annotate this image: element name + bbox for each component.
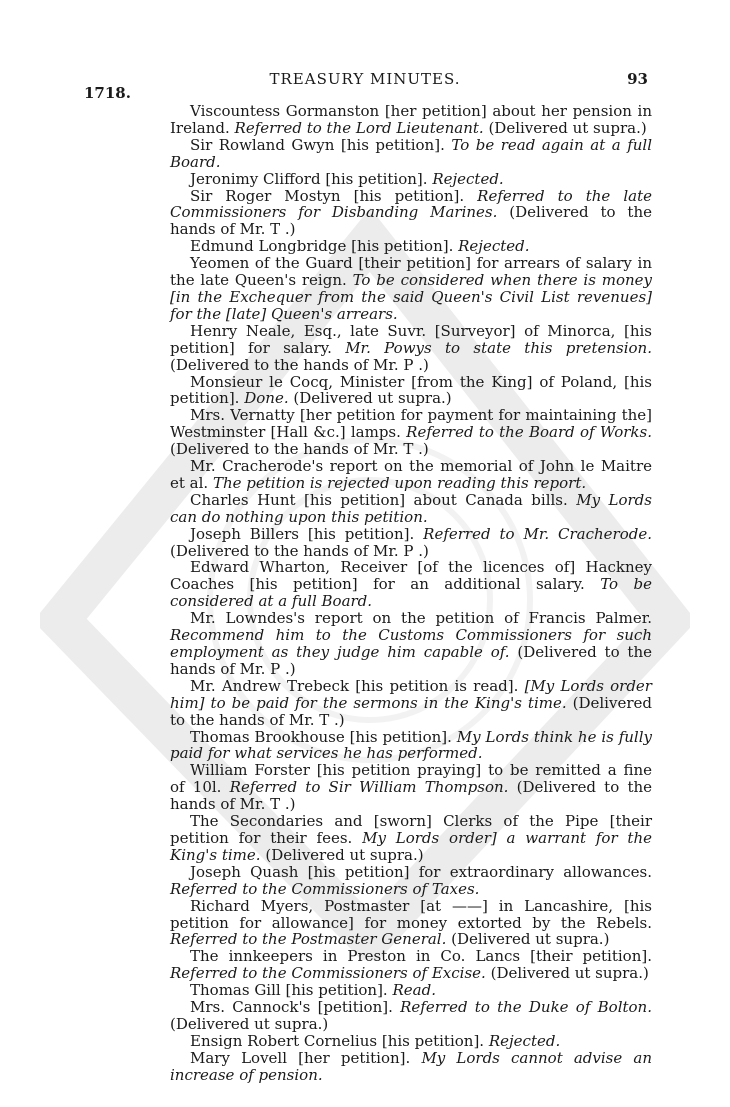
minute-entry: Mrs. Cannock's [petition]. Referred to the Duke of Bolton. (Delivered ut supra.) <box>170 998 652 1033</box>
minute-entry: Edmund Longbridge [his petition]. Rejected. <box>190 237 530 256</box>
minute-entry: Mr. Lowndes's report on the petition of Francis Palmer. Recommend him to the Customs Commissioners for such employment as they judge him capable of. (Delivered to the hands of Mr. P .) <box>170 609 652 678</box>
minute-entry: Viscountess Gormanston [her petition] about her pension in Ireland. Referred to the Lord Lieutenant. (Delivered ut supra.) <box>170 102 652 137</box>
minute-entry: Joseph Quash [his petition] for extraordinary allowances. Referred to the Commissioners of Taxes. <box>170 862 652 898</box>
minute-entry: Jeronimy Clifford [his petition]. Rejected. <box>190 169 504 188</box>
page-number: 93 <box>627 70 648 88</box>
minute-entry: The Secondaries and [sworn] Clerks of the Pipe [their petition for their fees. My Lords order] a warrant for the King's time. (Delivered ut supra.) <box>170 812 652 864</box>
minute-entry: Mr. Cracherode's report on the memorial of John le Maitre et al. The petition is rejected upon reading this report. <box>170 457 652 492</box>
minute-entry: William Forster [his petition praying] to be remitted a fine of 10l. Referred to Sir William Thompson. (Delivered to the hands of Mr. T .) <box>170 761 653 814</box>
minute-entry: Joseph Billers [his petition]. Referred to Mr. Cracherode. (Delivered to the hands of Mr. P .) <box>170 524 652 560</box>
minute-entry: Charles Hunt [his petition] about Canada bills. My Lords can do nothing upon this petition. <box>170 490 652 526</box>
minute-entry: Thomas Gill [his petition]. Read. <box>190 981 436 1000</box>
minute-entry: Ensign Robert Cornelius [his petition]. Rejected. <box>190 1031 561 1050</box>
minute-entry: Mr. Andrew Trebeck [his petition is read]. [My Lords order him] to be paid for the sermons in the King's time. (Delivered to the hands of Mr. T .) <box>170 676 652 729</box>
minute-entry: Mrs. Vernatty [her petition for payment for maintaining the] Westminster [Hall &c.] lamps. Referred to the Board of Works. (Delivered to the hands of Mr. T .) <box>170 406 652 459</box>
minute-entry: Yeomen of the Guard [their petition] for arrears of salary in the late Queen's reign. To be considered when there is money [in the Exchequer from the said Queen's Civil List revenues] for the [late] Queen's arrears. <box>170 254 652 323</box>
minute-entry: Henry Neale, Esq., late Suvr. [Surveyor] of Minorca, [his petition] for salary. Mr. Powys to state this pretension. (Delivered to the hands of Mr. P .) <box>170 321 652 374</box>
minute-entry: Sir Roger Mostyn [his petition]. Referred to the late Commissioners for Disbanding Marines. (Delivered to the hands of Mr. T .) <box>170 186 652 239</box>
minute-entry: Edward Wharton, Receiver [of the licences of] Hackney Coaches [his petition] for an additional salary. To be considered at a full Board. <box>170 558 652 611</box>
running-title: TREASURY MINUTES. <box>269 70 461 88</box>
minutes-body <box>170 103 652 1084</box>
minute-entry: Thomas Brookhouse [his petition]. My Lords think he is fully paid for what services he has performed. <box>170 727 652 763</box>
minute-entry: The innkeepers in Preston in Co. Lancs [their petition]. Referred to the Commissioners of Excise. (Delivered ut supra.) <box>170 947 652 983</box>
year-marker: 1718. <box>84 84 131 102</box>
minute-entry: Sir Rowland Gwyn [his petition]. To be read again at a full Board. <box>170 135 652 171</box>
minute-entry: Monsieur le Cocq, Minister [from the King] of Poland, [his petition]. Done. (Delivered ut supra.) <box>170 372 652 408</box>
minute-entry: Richard Myers, Postmaster [at ——] in Lancashire, [his petition for allowance] for money extorted by the Rebels. Referred to the Postmaster General. (Delivered ut supra.) <box>170 896 652 949</box>
minute-entry: Mary Lovell [her petition]. My Lords cannot advise an increase of pension. <box>170 1048 652 1084</box>
